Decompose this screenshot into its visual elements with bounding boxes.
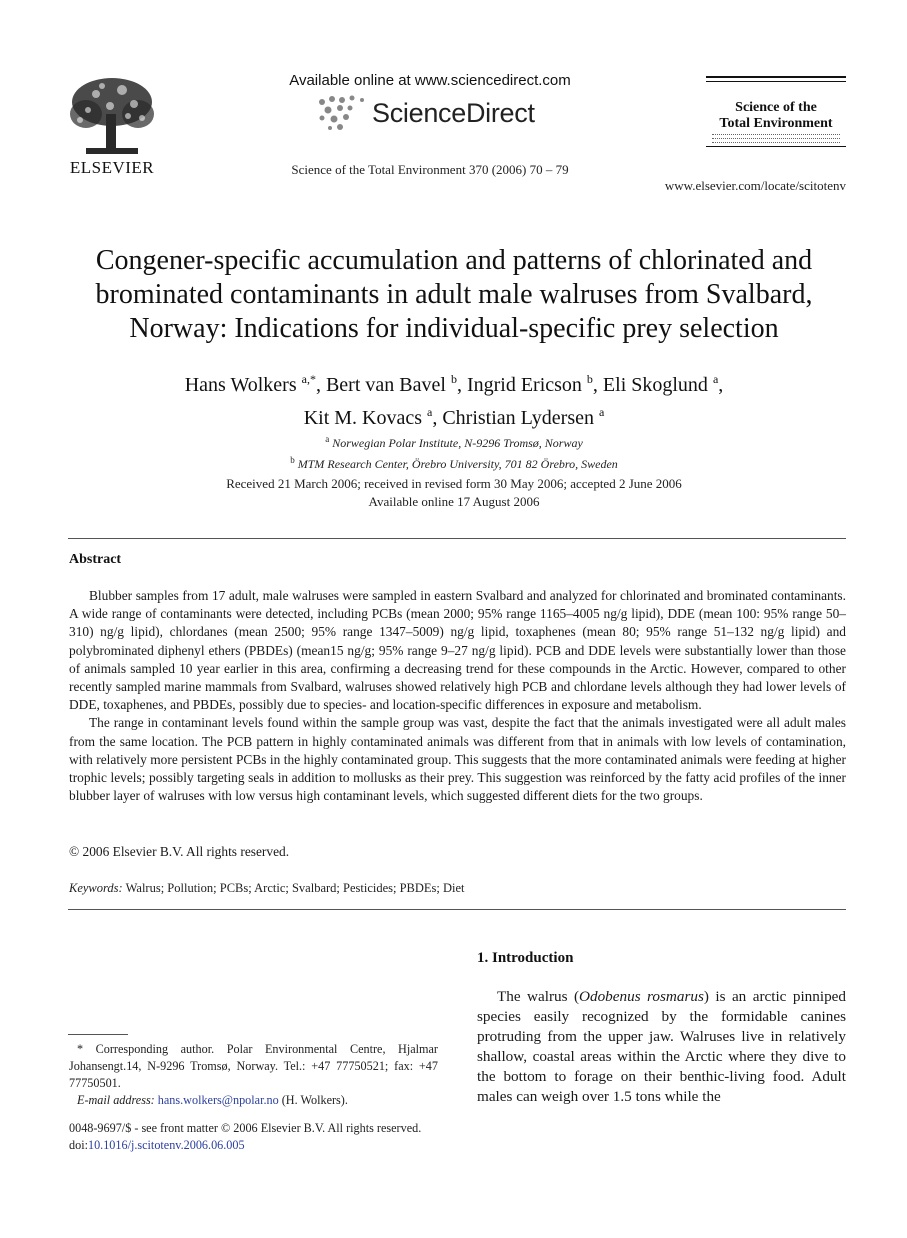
- journal-logo-title: [706, 100, 846, 132]
- journal-logo-rule-top-thin: [706, 81, 846, 82]
- affiliations: [60, 431, 848, 473]
- article-dates: [60, 475, 848, 511]
- author-name[interactable]: Hans Wolkers: [184, 374, 297, 396]
- keywords-label: Keywords:: [69, 881, 123, 895]
- article-title: Congener-specific accumulation and patterns of chlorinated and brominated contaminants in adult male walruses from Svalbard, Norway: Indications for individual-specific prey selection: [95, 245, 813, 344]
- author-affiliation-mark[interactable]: a: [712, 372, 719, 386]
- footnote-divider: [68, 1034, 128, 1035]
- author-separator: ,: [432, 407, 443, 429]
- abstract-paragraph: Blubber samples from 17 adult, male walruses were sampled in eastern Svalbard and analyzed for chlorinated and brominated contaminants. A wide range of contaminants were detected, including PCBs (mean 2000; 95% range 1165–4005 ng/g lipid), DDE (mean 100: 95% range 50–310) ng/g lipid), chlordanes (mean 2500; 95% range 1347–5009) ng/g lipid, toxaphenes (mean 80; 95% range 51–132 ng/g lipid) and polybrominated diphenyl ethers (PBDEs) (mean15 ng/g; 95% range 9–27 ng/g lipid). PCB and DDE levels were substantially lower than those of animals sampled 10 year earlier in this area, confirming a decreasing trend for these compounds in the Arctic. However, compared to other recently sampled marine mammals from Svalbard, walruses showed relatively high PCB and chlordane levels although they had lower levels of DDE, toxaphenes, and PBDEs, possibly due to species- and location-specific differences in exposure and metabolism.: [69, 588, 846, 713]
- keywords: [69, 881, 465, 896]
- author-affiliation-mark[interactable]: a: [427, 405, 433, 419]
- abstract-paragraph: The range in contaminant levels found within the sample group was vast, despite the fact that the animals investigated were all adult males from the same location. The PCB pattern in highly contaminated animals was different from that in animals with low levels of contamination, with relatively more persistent PCBs in the highly contaminated group. This suggests that the more contaminated animals were feeding at higher trophic levels; possibly targeting seals in addition to mollusks as their prey. This suggestion was reinforced by the fatty acid profiles of the inner blubber layer of walruses with low versus high contaminant levels, which suggested different diets for the two groups.: [69, 715, 846, 804]
- author-separator: ,: [315, 374, 326, 396]
- sciencedirect-logo[interactable]: [314, 94, 554, 138]
- affiliation-mark: b: [290, 455, 295, 465]
- affiliation-mark: a: [325, 434, 330, 444]
- journal-logo-rule-top: [706, 76, 846, 78]
- elsevier-logo: [66, 76, 158, 180]
- author-affiliation-mark[interactable]: b: [586, 372, 593, 386]
- journal-logo-title-line2: Total Environment: [719, 116, 833, 131]
- author-affiliation-mark[interactable]: a,*: [301, 372, 316, 386]
- abstract-copyright: © 2006 Elsevier B.V. All rights reserved.: [69, 844, 290, 859]
- introduction-paragraph: [477, 987, 846, 1107]
- species-name: Odobenus rosmarus: [579, 988, 704, 1005]
- journal-logo-title-line1: Science of the: [735, 100, 817, 115]
- author-name[interactable]: Bert van Bavel: [325, 374, 446, 396]
- doi-link[interactable]: 10.1016/j.scitotenv.2006.06.005: [87, 1138, 245, 1152]
- author-list: [60, 366, 848, 432]
- journal-logo-fineprint: [712, 138, 840, 140]
- journal-logo: [706, 76, 846, 148]
- doi-line: [69, 1137, 469, 1154]
- author-name[interactable]: Christian Lydersen: [442, 407, 594, 429]
- abstract-heading: Abstract: [69, 552, 122, 567]
- email-label: E-mail address:: [77, 1093, 155, 1107]
- publisher-name: ELSEVIER: [69, 158, 155, 177]
- keywords-list: Walrus; Pollution; PCBs; Arctic; Svalbard; Pesticides; PBDEs; Diet: [125, 881, 465, 895]
- section-divider: [68, 538, 846, 539]
- author-affiliation-mark[interactable]: b: [450, 372, 457, 386]
- author-separator: ,: [456, 374, 467, 396]
- author-name[interactable]: Ingrid Ericson: [466, 374, 582, 396]
- journal-url[interactable]: www.elsevier.com/locate/scitotenv: [664, 178, 846, 193]
- received-dates: Received 21 March 2006; received in revised form 30 May 2006; accepted 2 June 2006: [226, 476, 682, 491]
- author-separator: ,: [592, 374, 603, 396]
- corresponding-author-footnote: [69, 1041, 438, 1109]
- journal-logo-rule-bottom: [706, 146, 846, 147]
- elsevier-tree-icon: [66, 76, 158, 156]
- journal-logo-fineprint: [712, 142, 840, 144]
- author-line-2: [60, 399, 848, 432]
- available-online-text[interactable]: Available online at www.sciencedirect.com: [289, 72, 571, 89]
- journal-logo-fineprint: [712, 134, 840, 136]
- email-suffix: (H. Wolkers).: [278, 1093, 348, 1107]
- corresponding-author-text: * Corresponding author. Polar Environmental Centre, Hjalmar Johansengt.14, N-9296 Tromsø, Norway. Tel.: +47 77750521; fax: +47 77750501.: [69, 1042, 438, 1090]
- author-name[interactable]: Eli Skoglund: [602, 374, 708, 396]
- email-line: [69, 1092, 438, 1109]
- abstract-body: [69, 587, 846, 805]
- affiliation-text: MTM Research Center, Örebro University, 701 82 Örebro, Sweden: [297, 457, 618, 471]
- available-online-date: Available online 17 August 2006: [368, 494, 540, 509]
- email-link[interactable]: hans.wolkers@npolar.no: [157, 1093, 279, 1107]
- doi-label: doi:: [69, 1138, 88, 1152]
- section-divider: [68, 909, 846, 910]
- introduction-heading: 1. Introduction: [477, 950, 574, 966]
- author-line-1: [60, 366, 848, 399]
- affiliation-text: Norwegian Polar Institute, N-9296 Tromsø, Norway: [332, 436, 583, 450]
- affiliation-item: [60, 452, 848, 473]
- author-name[interactable]: Kit M. Kovacs: [303, 407, 423, 429]
- sciencedirect-dots-icon: [314, 94, 370, 134]
- journal-citation: Science of the Total Environment 370 (2006) 70 – 79: [291, 162, 569, 177]
- introduction-text: ) is an arctic pinniped species easily recognized by the formidable canines protruding from the upper jaw. Walruses live in relatively shallow, coastal areas within the Arctic where they dive to the bottom to forage on their benthic-living food. Adult males can weigh over 1.5 tons while the: [477, 988, 847, 1105]
- introduction-body: [477, 987, 846, 1107]
- front-matter: [69, 1120, 469, 1154]
- introduction-text: The walrus (: [497, 988, 580, 1005]
- front-matter-text: 0048-9697/$ - see front matter © 2006 Elsevier B.V. All rights reserved.: [69, 1121, 422, 1135]
- author-separator: ,: [718, 374, 724, 396]
- affiliation-item: [60, 431, 848, 452]
- author-affiliation-mark[interactable]: a: [598, 405, 605, 419]
- sciencedirect-wordmark: ScienceDirect: [372, 98, 535, 128]
